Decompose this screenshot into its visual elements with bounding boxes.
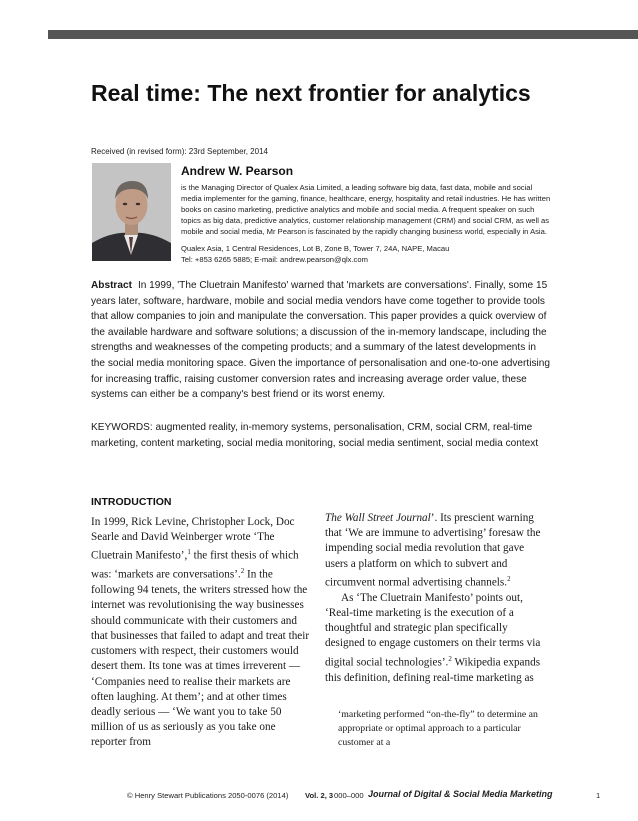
intro-text-1b: the first thesis of which was: ‘markets are conversations’. bbox=[91, 550, 299, 582]
footer-volume: Vol. 2, 3 bbox=[305, 791, 334, 800]
abstract-label: Abstract bbox=[91, 280, 132, 291]
intro-text-2a: ’. Its prescient warning that ‘We are immune to advertising’ foresaw the impending social media revolution that gave users a platform on which to subvert and circumvent normal advertising channels. bbox=[325, 512, 541, 589]
author-photo bbox=[92, 163, 171, 261]
intro-text-1c: In the following 94 tenets, the writers stressed how the internet was revolutionising the way businesses should communicate with their customers and that businesses that failed to adapt and treat their customers with respect, their customers would desert them. Its tone was at times irreverent — ‘Companies need to realise their markets are often laughing. At them’; and at other times deadly serious — ‘We want you to take 50 million of us as seriously as you take one reporter from bbox=[91, 569, 310, 749]
portrait-image bbox=[92, 163, 171, 261]
footer-copyright: © Henry Stewart Publications 2050-0076 (2014) bbox=[127, 791, 289, 800]
author-name: Andrew W. Pearson bbox=[181, 164, 294, 178]
section-heading-introduction: INTRODUCTION bbox=[91, 496, 172, 508]
intro-column-right bbox=[325, 511, 545, 686]
intro-paragraph-2 bbox=[325, 511, 545, 591]
author-contact bbox=[181, 243, 551, 265]
footnote-ref[interactable]: 2 bbox=[448, 654, 452, 663]
footnote-ref[interactable]: 2 bbox=[240, 567, 245, 576]
footnote-ref[interactable]: 2 bbox=[507, 574, 511, 583]
intro-paragraph-1 bbox=[91, 515, 311, 751]
page-footer bbox=[0, 789, 638, 805]
author-address: Qualex Asia, 1 Central Residences, Lot B, Zone B, Tower 7, 24A, NAPE, Macau bbox=[181, 244, 450, 253]
footer-journal-name: Journal of Digital & Social Media Marketing bbox=[368, 789, 553, 799]
intro-text-3b: Wikipedia expands this definition, defining real-time marketing as bbox=[325, 656, 541, 684]
intro-text-3a: As ‘The Cluetrain Manifesto’ points out, ‘Real-time marketing is the execution of a thoughtful and strategic plan specifically designed to engage customers on their terms via digital social technologies’. bbox=[325, 591, 541, 669]
intro-column-left bbox=[91, 515, 311, 751]
abstract-text: In 1999, 'The Cluetrain Manifesto' warned that 'markets are conversations'. Finally, some 15 years later, software, hardware, mobile and social media vendors have come together to provide tools that allow companies to join and manipulate the conversation. This paper provides a quick overview of the available hardware and software solutions; a discussion of the in-memory landscape, including the strengths and weaknesses of the competing products; and a summary of the latest developments in the social media monitoring space. Given the importance of personalisation and one-to-one advertising for increasing traffic, raising customer conversion rates and increasing average order value, these systems can either be a company's best friend or its worst enemy. bbox=[91, 280, 550, 401]
received-date: Received (in revised form): 23rd September, 2014 bbox=[91, 147, 268, 156]
intro-text-1a: In 1999, Rick Levine, Christopher Lock, Doc Searle and David Weinberger wrote ‘The Cluetrain Manifesto’, bbox=[91, 516, 295, 563]
block-quote: ‘marketing performed “on-the-fly” to determine an appropriate or optimal approach to a particular customer at a bbox=[338, 709, 538, 748]
author-bio: is the Managing Director of Qualex Asia Limited, a leading software big data, fast data, mobile and social media implementer for the gaming, finance, healthcare, energy, hospitality and retail industries. He has written books on casino marketing, predictive analytics and mobile and social media. A frequent speaker on such topics as big data, predictive analytics, customer relationship management (CRM) and social CRM, as well as mobile and social media, Mr Pearson is fascinated by the rapidly changing business world, especially in Asia. bbox=[181, 183, 551, 236]
footnote-ref[interactable]: 1 bbox=[187, 548, 191, 557]
abstract bbox=[91, 278, 551, 403]
footer-page-number: 1 bbox=[596, 791, 601, 800]
keywords: KEYWORDS: augmented reality, in-memory systems, personalisation, CRM, social CRM, real-time marketing, content marketing, social media monitoring, social media sentiment, social media context bbox=[91, 422, 539, 449]
journal-name-italic: The Wall Street Journal bbox=[325, 512, 431, 524]
footer-pages: 000–000 bbox=[334, 791, 364, 800]
header-rule bbox=[48, 30, 638, 39]
author-tel-email: Tel: +853 6265 5885; E-mail: andrew.pearson@qlx.com bbox=[181, 255, 368, 264]
article-title: Real time: The next frontier for analytics bbox=[91, 80, 531, 106]
intro-paragraph-3 bbox=[325, 591, 545, 686]
